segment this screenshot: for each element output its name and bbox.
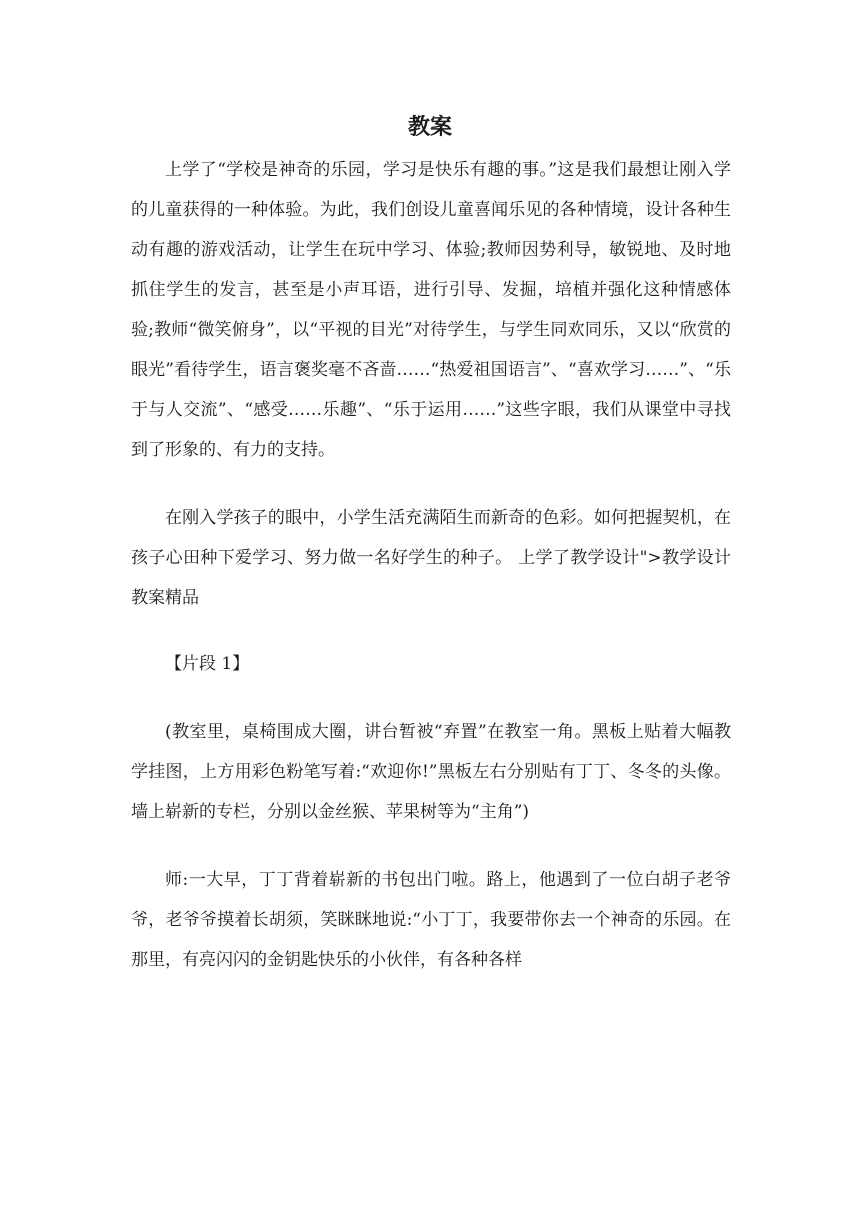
- document-body: [131, 150, 731, 980]
- paragraph-context: 在刚入学孩子的眼中，小学生活充满陌生而新奇的色彩。如何把握契机，在孩子心田种下爱学习、努力做一名好学生的种子。 上学了教学设计">教学设计教案精品: [131, 508, 731, 608]
- document-title: 教案: [407, 114, 452, 140]
- paragraph-intro: 上学了“学校是神奇的乐园，学习是快乐有趣的事。”这是我们最想让刚入学的儿童获得的一种体验。为此，我们创设儿童喜闻乐见的各种情境，设计各种生动有趣的游戏活动，让学生在玩中学习、体验;教师因势利导，敏锐地、及时地抓住学生的发言，甚至是小声耳语，进行引导、发掘，培植并强化这种情感体验;教师“微笑俯身”，以“平视的目光”对待学生，与学生同欢同乐，又以“欣赏的眼光”看待学生，语言褒奖毫不吝啬……“热爱祖国语言”、“喜欢学习……”、“乐于与人交流”、“感受……乐趣”、“乐于运用……”这些字眼，我们从课堂中寻找到了形象的、有力的支持。: [131, 160, 731, 460]
- section-heading: 【片段 1】: [165, 654, 250, 674]
- paragraph-teacher: 师:一大早，丁丁背着崭新的书包出门啦。路上，他遇到了一位白胡子老爷爷，老爷爷摸着长胡须，笑眯眯地说:“小丁丁，我要带你去一个神奇的乐园。在那里，有亮闪闪的金钥匙快乐的小伙伴，有各种各样: [131, 870, 731, 970]
- paragraph-scene: (教室里，桌椅围成大圈，讲台暂被“弃置”在教室一角。黑板上贴着大幅教学挂图，上方用彩色粉笔写着:“欢迎你!”黑板左右分别贴有丁丁、冬冬的头像。墙上崭新的专栏，分别以金丝猴、苹果树等为“主角”): [131, 722, 731, 822]
